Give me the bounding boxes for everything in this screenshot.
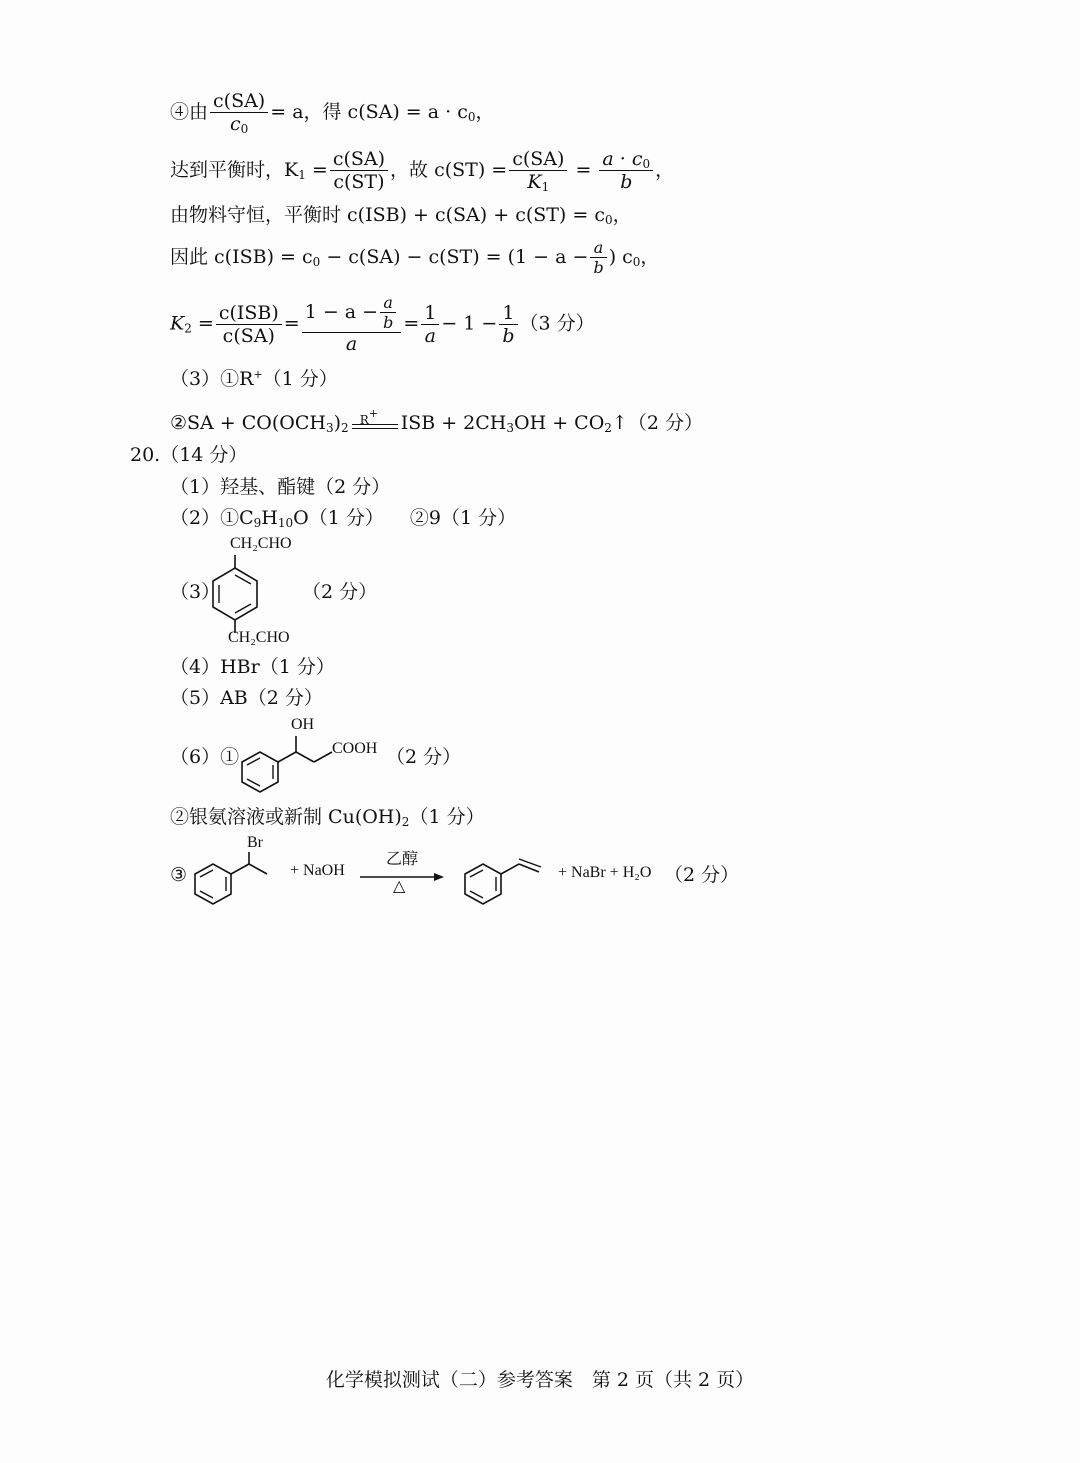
q20-part6-reagent: ②银氨溶液或新制 $Cu(OH)_2(1$ 分） xyxy=(170,806,485,829)
q20-part3-label: （3） xyxy=(170,581,221,603)
q19-3-equation: ②SA + $CO(OCH_3)_2$ R+ ISB + $2CH_3OH$ + $CO_2↑(2$ 分） xyxy=(170,407,703,435)
q20-part3-bottom-group: CH₂CHO xyxy=(228,629,290,646)
byproducts: + NaBr + H₂O xyxy=(558,864,652,881)
q20-part6-reaction-score: （2 分） xyxy=(664,864,740,886)
benzene-ring-para xyxy=(205,555,265,640)
q19-4-line3: 由物料守恒，平衡时 $c(ISB) + c(SA) + c(ST) = c_0$， xyxy=(170,204,632,227)
fraction-k1: $\frac{c(SA)}{c(ST)}$ xyxy=(330,150,388,192)
q20-part2: $(2)①C_9H_{10}O(1$ 分） ②9（1 分） xyxy=(170,507,517,530)
q19-4-line1: ④由 $\frac{c(SA)}{c_0}$ = a，得 $c(SA) = a \cdot c_0$， xyxy=(170,90,495,136)
q20-part6-oh: OH xyxy=(291,716,315,733)
q19-4-line2: 达到平衡时，$K_1$ = $\frac{c(SA)}{c(ST)}$ ，故 c(ST) = $\frac{c(SA)}{K_1}$ = $\frac{a \cdot c_0}{b}$ ， xyxy=(170,148,675,194)
page-footer: 化学模拟测试（二）参考答案 第 2 页（共 2 页） xyxy=(325,1369,755,1391)
q20-part4: （4）HBr（1 分） xyxy=(170,656,335,678)
catalyst-equals-sign: R+ xyxy=(352,428,398,429)
q20-part3-score: （2 分） xyxy=(302,581,378,603)
fraction-a-over-b: $\frac{a}{b}$ xyxy=(590,240,606,276)
q20-part6-cooh: COOH xyxy=(332,740,378,757)
naoh-reagent: + NaOH xyxy=(290,862,345,879)
q20-part6-reaction-label: ③ xyxy=(170,864,188,886)
condition-ethanol: 乙醇 xyxy=(386,851,419,868)
q20-header: 20.（14 分） xyxy=(130,444,248,466)
bromoethylbenzene-structure xyxy=(185,848,285,923)
q20-part6-score: （2 分） xyxy=(386,746,462,768)
fraction-ac0-over-b: $\frac{a \cdot c_0}{b}$ xyxy=(599,150,653,192)
q20-part3-top-group: CH₂CHO xyxy=(230,535,292,552)
q19-4-line4: 因此 $c(ISB) = c_0 - c(SA) - c(ST) = (1 - a$ − $\frac{a}{b}$ ) $c_0$， xyxy=(170,238,660,277)
fraction-1-over-b: $\frac{1}{b}$ xyxy=(499,304,517,346)
fraction-sa-over-c0: $\frac{c(SA)}{c_0}$ xyxy=(210,92,268,134)
condition-heat: △ xyxy=(393,878,406,895)
q19-4-line5-k2: $K_2$ = $\frac{\text{c(ISB)}}{c(SA)}$ = 1 − a − $\frac{a}{b}$ a = $\frac{1}{a}$ − 1 − $\frac{1}{b}$ （3 分） xyxy=(170,293,595,355)
q20-part5: （5）AB（2 分） xyxy=(170,687,323,709)
q19-3-part1: （3）①R+（1 分） xyxy=(170,368,338,390)
q20-part6-label: （6）① xyxy=(170,746,240,768)
fraction-1-over-a: $\frac{1}{a}$ xyxy=(421,304,439,346)
fraction-compound: 1 − a − $\frac{a}{b}$ a xyxy=(302,295,402,354)
fraction-isb-over-sa: $\frac{\text{c(ISB)}}{c(SA)}$ xyxy=(216,304,282,346)
bromo-label: Br xyxy=(247,834,263,851)
phenyl-hydroxy-acid-structure xyxy=(230,730,340,805)
styrene-structure xyxy=(455,848,555,923)
q20-part1: （1）羟基、酯键（2 分） xyxy=(170,476,391,498)
fraction-sa-over-k1: $\frac{c(SA)}{K_1}$ xyxy=(509,150,567,192)
